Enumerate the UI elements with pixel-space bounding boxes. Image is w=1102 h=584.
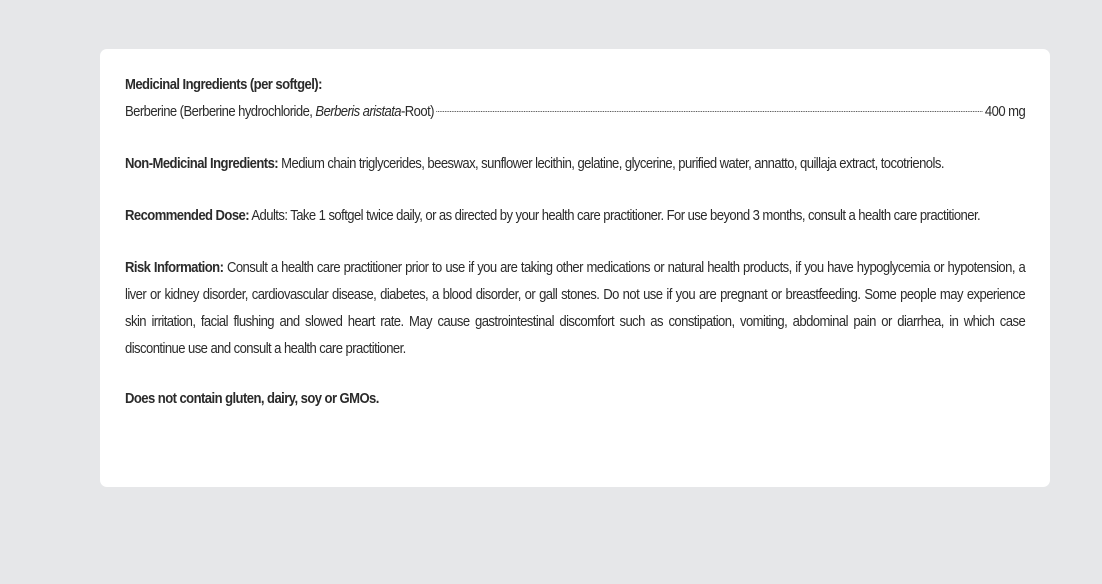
- risk-information-label: Risk Information:: [125, 259, 224, 276]
- allergen-note: Does not contain gluten, dairy, soy or GMOs.: [125, 390, 379, 407]
- medicinal-ingredients-heading: Medicinal Ingredients (per softgel):: [125, 76, 322, 93]
- product-info-card: [100, 49, 1050, 487]
- recommended-dose: [125, 202, 1025, 229]
- recommended-dose-text: Adults: Take 1 softgel twice daily, or as directed by your health care practitioner. For use beyond 3 months, consult a health care practitioner.: [251, 207, 981, 224]
- ingredient-latin-name: Berberis aristata: [315, 103, 402, 120]
- risk-information: [125, 254, 1025, 362]
- non-medicinal-label: Non-Medicinal Ingredients:: [125, 155, 279, 172]
- ingredient-amount: 400 mg: [984, 103, 1026, 120]
- risk-information-text: Consult a health care practitioner prior to use if you are taking other medications or natural health products, if you have hypoglycemia or hypotension, a liver or kidney disorder, cardiovascular disease, diabetes, a blood disorder, or gall stones. Do not use if you are pregnant or breastfeeding. Some people may experience skin irritation, facial flushing and slowed heart rate. May cause gastrointestinal discomfort such as constipation, vomiting, abdominal pain or diarrhea, in which case discontinue use and consult a health care practitioner.: [125, 259, 1026, 357]
- non-medicinal-text: Medium chain triglycerides, beeswax, sunflower lecithin, gelatine, glycerine, purified water, annatto, quillaja extract, tocotrienols.: [281, 155, 944, 172]
- medicinal-ingredients-section: [125, 71, 1025, 125]
- non-medicinal-ingredients: [125, 150, 1025, 177]
- ingredient-row: [125, 98, 1025, 125]
- dotted-leader: [437, 111, 983, 112]
- recommended-dose-label: Recommended Dose:: [125, 207, 250, 224]
- product-info-text: [125, 71, 1025, 412]
- ingredient-name: Berberine (Berberine hydrochloride, Berberis aristata-Root): [125, 103, 434, 120]
